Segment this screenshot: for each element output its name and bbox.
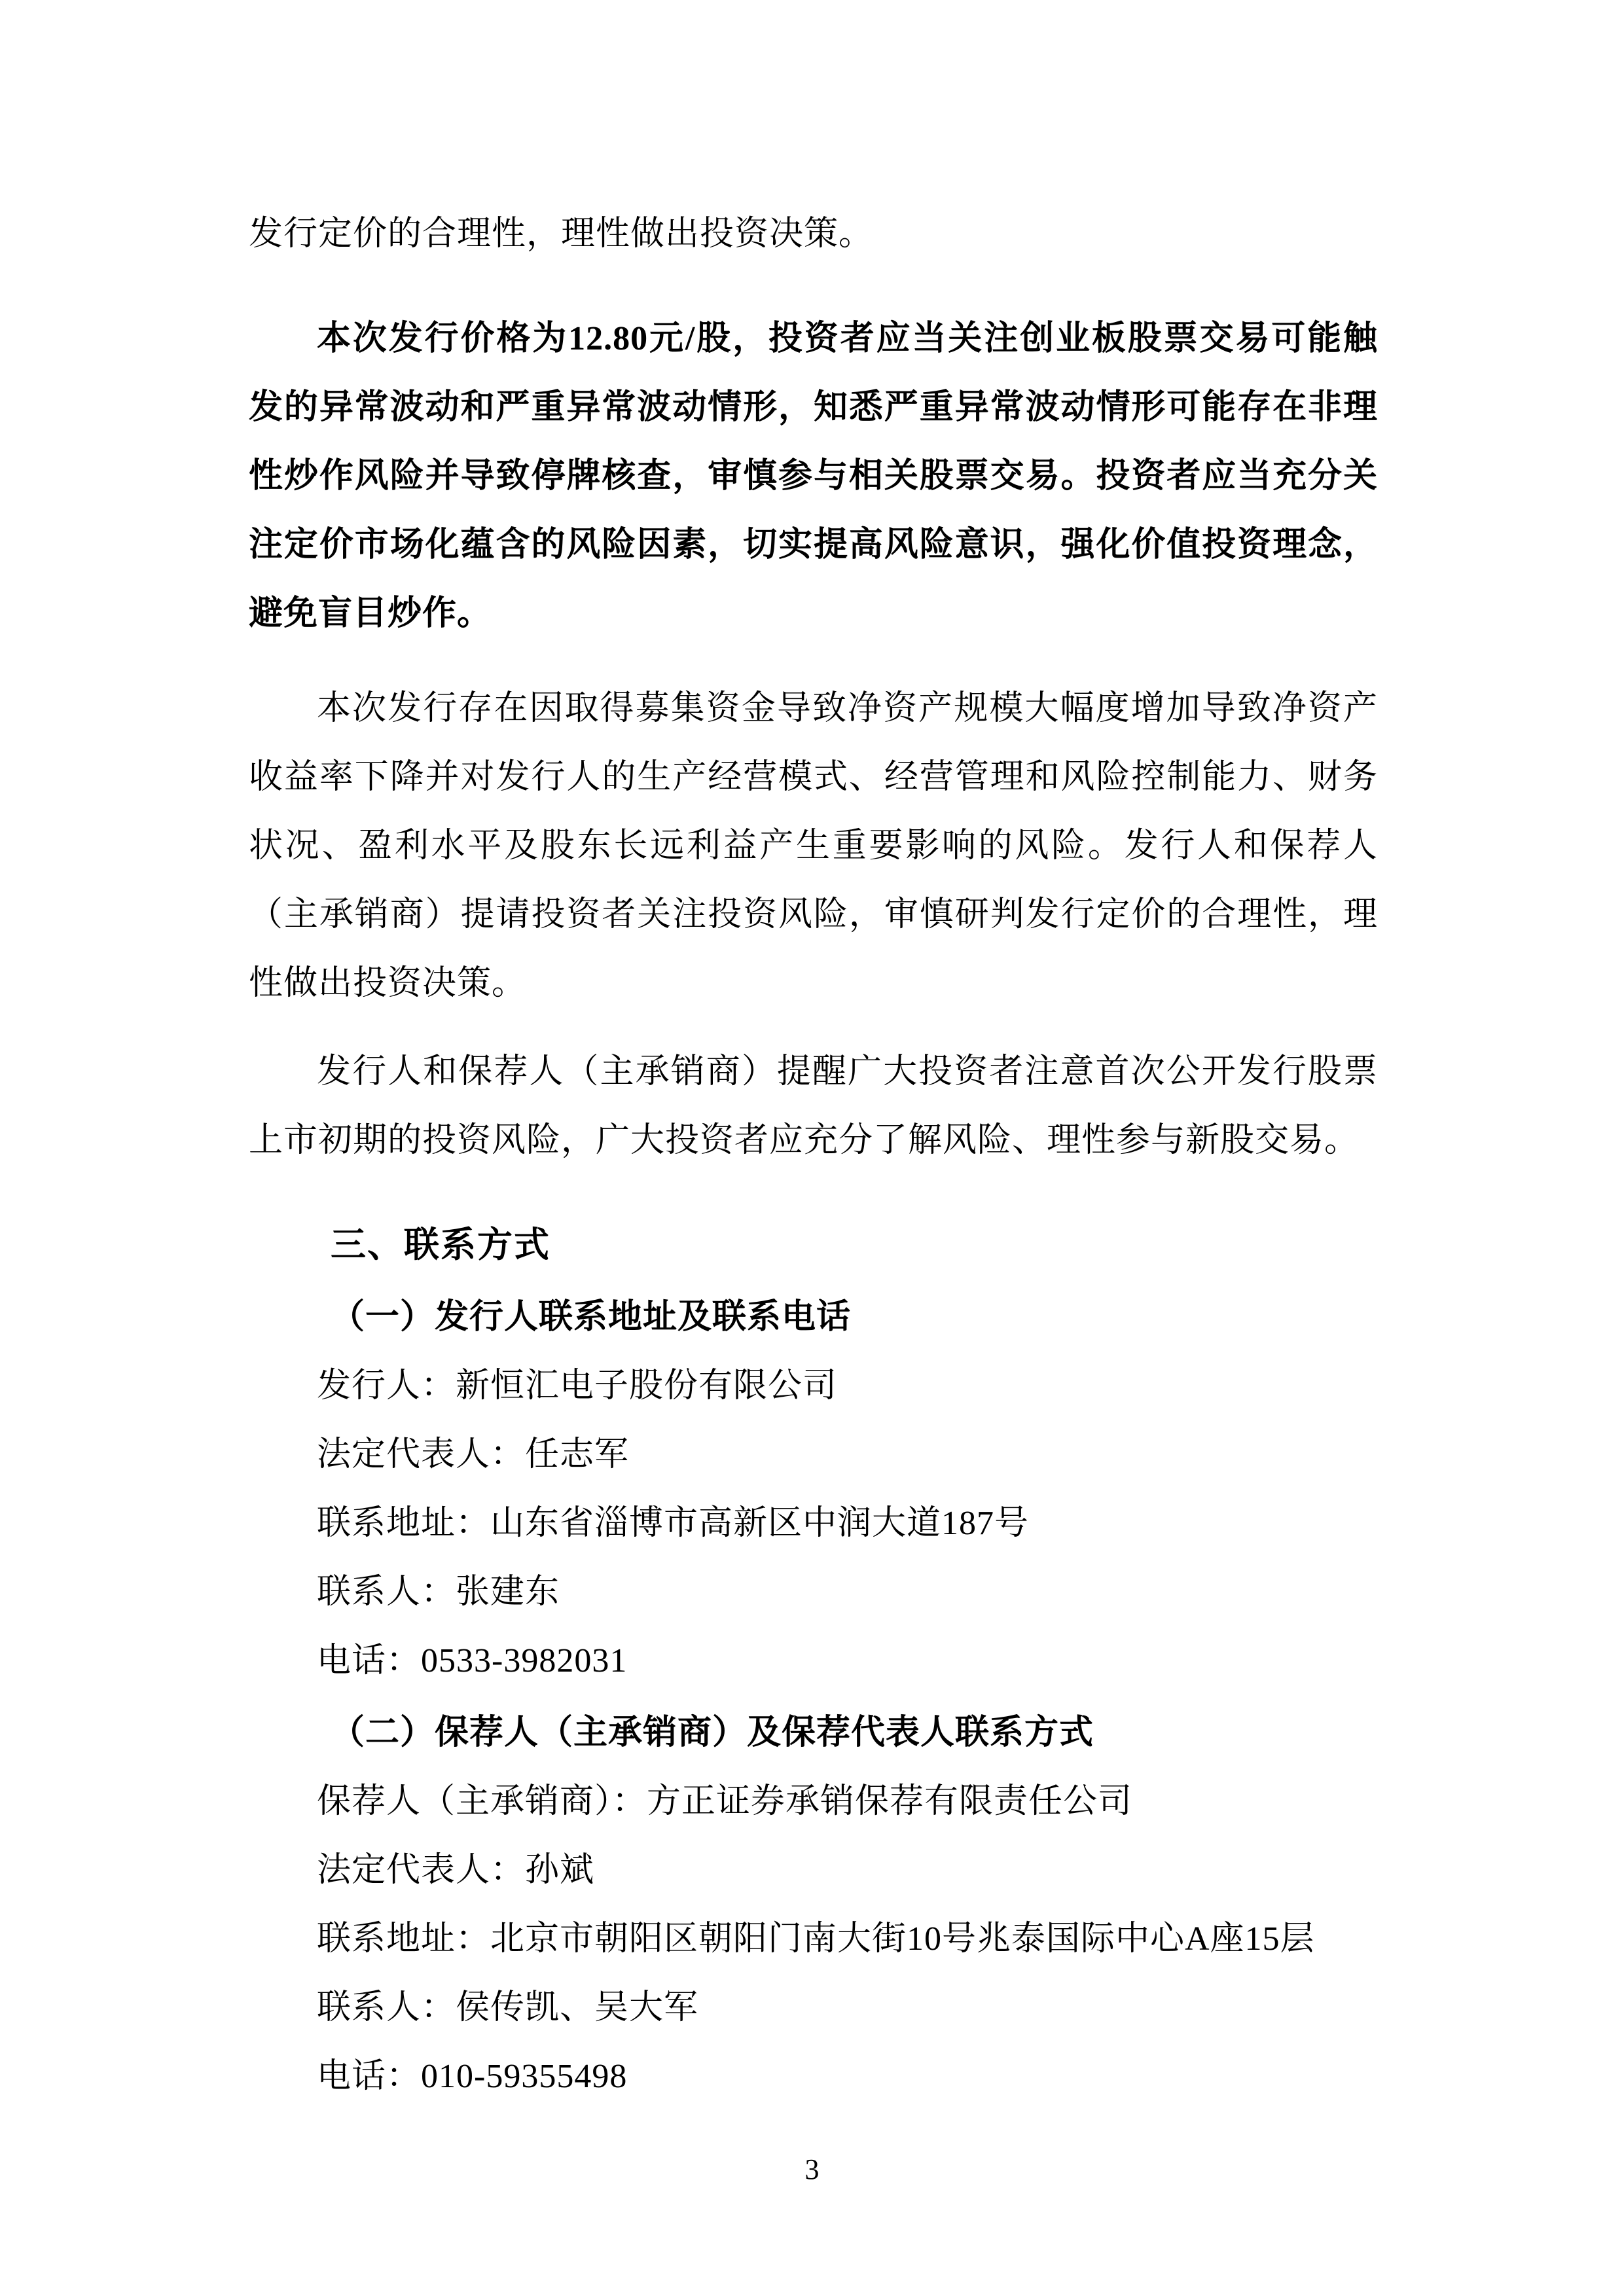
sponsor-address-line: 联系地址：北京市朝阳区朝阳门南大街10号兆泰国际中心A座15层 (317, 1920, 1315, 1958)
subsection-heading-issuer-contact: （一）发行人联系地址及联系电话 (331, 1299, 852, 1336)
page-number: 3 (804, 2153, 820, 2185)
issuer-name-line: 发行人：新恒汇电子股份有限公司 (317, 1367, 838, 1405)
paragraph-issue-price-risk: 本次发行价格为12.80元/股，投资者应当关注创业板股票交易可能触发的异常波动和严重异常波动情形，知悉严重异常波动情形可能存在非理性炒作风险并导致停牌核查，审慎参与相关股票交易。投资者应当充分关注定价市场化蕴含的风险因素，切实提高风险意识，强化价值投资理念，避免盲目炒作。 (249, 320, 1378, 632)
paragraph-listing-risk-reminder: 发行人和保荐人（主承销商）提醒广大投资者注意首次公开发行股票上市初期的投资风险，广大投资者应充分了解风险、理性参与新股交易。 (249, 1053, 1378, 1159)
sponsor-phone-line: 电话：010-59355498 (317, 2058, 628, 2095)
sponsor-legal-representative-line: 法定代表人：孙斌 (317, 1852, 595, 1889)
sponsor-name-line: 保荐人（主承销商）：方正证券承销保荐有限责任公司 (317, 1783, 1133, 1820)
issuer-legal-representative-line: 法定代表人：任志军 (317, 1436, 630, 1473)
page-content (249, 200, 1378, 2111)
sponsor-contact-person-line: 联系人：侯传凯、吴大军 (317, 1989, 699, 2026)
page-footer (0, 2153, 1624, 2186)
paragraph-continuation: 发行定价的合理性，理性做出投资决策。 (249, 215, 874, 253)
section-heading-contact-info: 三、联系方式 (331, 1225, 550, 1265)
issuer-contact-person-line: 联系人：张建东 (317, 1573, 560, 1611)
issuer-address-line: 联系地址：山东省淄博市高新区中润大道187号 (317, 1505, 1030, 1542)
issuer-phone-line: 电话：0533-3982031 (317, 1642, 628, 1679)
subsection-heading-sponsor-contact: （二）保荐人（主承销商）及保荐代表人联系方式 (331, 1714, 1094, 1751)
paragraph-net-asset-risk: 本次发行存在因取得募集资金导致净资产规模大幅度增加导致净资产收益率下降并对发行人的生产经营模式、经营管理和风险控制能力、财务状况、盈利水平及股东长远利益产生重要影响的风险。发行人和保荐人（主承销商）提请投资者关注投资风险，审慎研判发行定价的合理性，理性做出投资决策。 (249, 690, 1378, 1002)
